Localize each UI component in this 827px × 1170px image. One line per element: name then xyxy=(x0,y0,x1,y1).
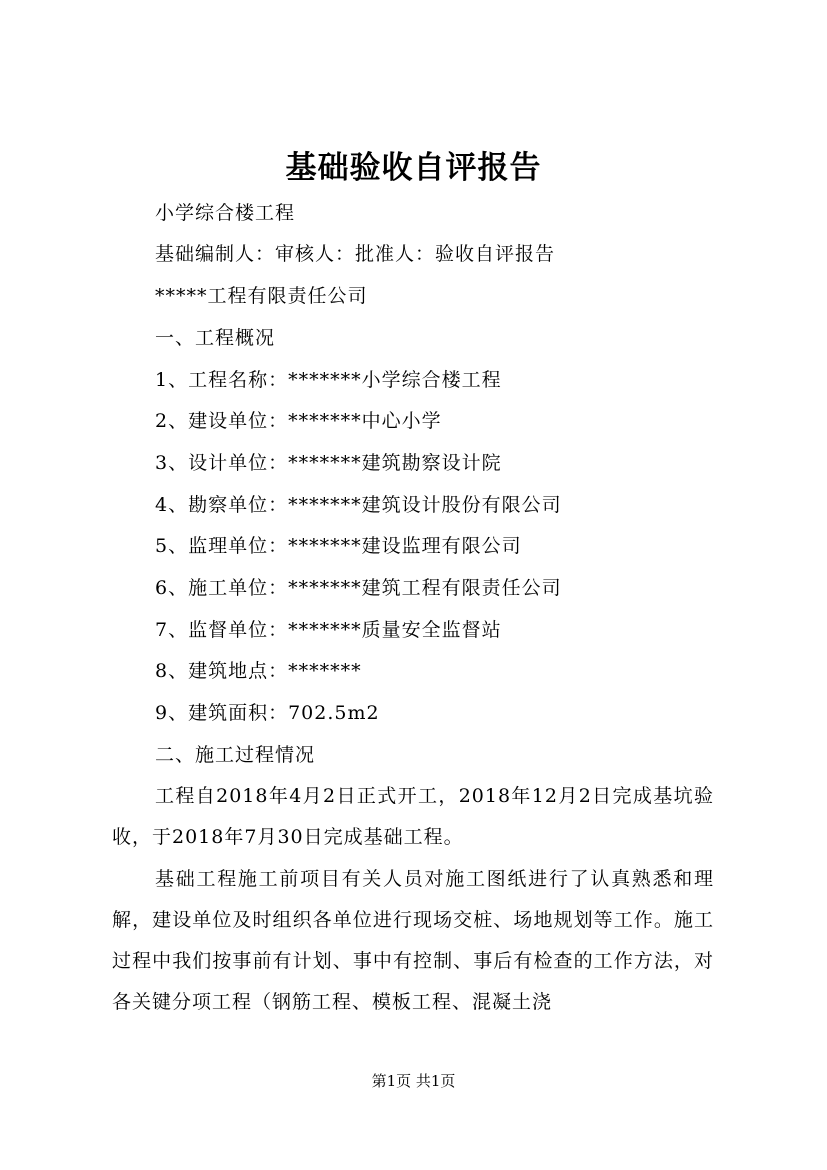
list-item: 1、工程名称：*******小学综合楼工程 xyxy=(155,369,502,391)
company-line: *****工程有限责任公司 xyxy=(155,285,368,307)
list-item: 3、设计单位：*******建筑勘察设计院 xyxy=(155,452,502,474)
list-item: 7、监督单位：*******质量安全监督站 xyxy=(155,619,502,641)
body-paragraph: 工程自2018年4月2日正式开工，2018年12月2日完成基坑验收，于2018年7月30日完成基础工程。 xyxy=(112,785,714,848)
project-name-line: 小学综合楼工程 xyxy=(155,202,296,224)
document-title: 基础验收自评报告 xyxy=(285,150,542,186)
list-item: 5、监理单位：*******建设监理有限公司 xyxy=(155,535,522,557)
section-heading-overview: 一、工程概况 xyxy=(155,327,276,349)
list-item: 4、勘察单位：*******建筑设计股份有限公司 xyxy=(155,494,562,516)
list-item: 9、建筑面积：702.5m2 xyxy=(155,702,380,724)
signatures-line: 基础编制人：审核人：批准人：验收自评报告 xyxy=(155,243,556,265)
list-item: 2、建设单位：*******中心小学 xyxy=(155,410,442,432)
section-heading-process: 二、施工过程情况 xyxy=(155,744,316,766)
page-footer: 第1页 共1页 xyxy=(371,1072,456,1090)
body-paragraph: 基础工程施工前项目有关人员对施工图纸进行了认真熟悉和理解，建设单位及时组织各单位进行现场交桩、场地规划等工作。施工过程中我们按事前有计划、事中有控制、事后有检查的工作方法，对各关键分项工程（钢筋工程、模板工程、混凝土浇 xyxy=(112,868,714,1013)
list-item: 6、施工单位：*******建筑工程有限责任公司 xyxy=(155,577,562,599)
list-item: 8、建筑地点：******* xyxy=(155,660,362,682)
